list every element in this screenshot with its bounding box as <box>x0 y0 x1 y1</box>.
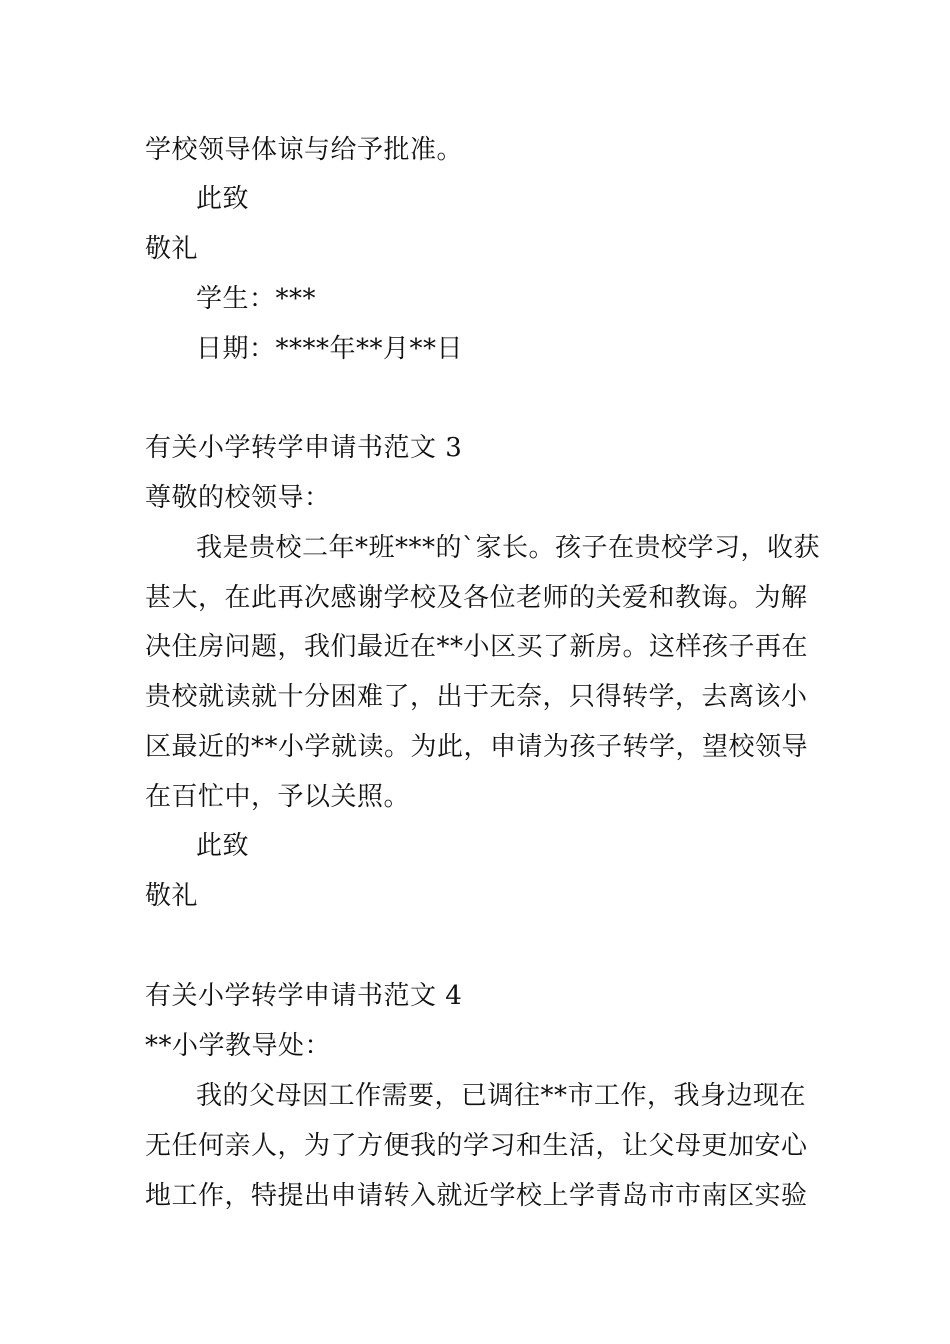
salutation: **小学教导处： <box>145 1031 332 1061</box>
paragraph-line: 甚大，在此再次感谢学校及各位老师的关爱和教诲。为解 <box>145 583 808 613</box>
closing-line: 此致 <box>196 184 250 214</box>
closing-line: 敬礼 <box>145 881 199 911</box>
section-title: 有关小学转学申请书范文 3 <box>145 433 463 463</box>
paragraph-line: 地工作，特提出申请转入就近学校上学青岛市市南区实验 <box>145 1181 808 1211</box>
closing-line: 此致 <box>196 831 250 861</box>
signature-student: 学生：*** <box>196 284 317 314</box>
paragraph-line: 我的父母因工作需要，已调往**市工作，我身边现在 <box>196 1081 807 1111</box>
paragraph-line: 我是贵校二年*班***的`家长。孩子在贵校学习，收获 <box>196 533 821 563</box>
paragraph-line: 在百忙中，予以关照。 <box>145 782 411 812</box>
paragraph-line: 贵校就读就十分困难了，出于无奈，只得转学，去离该小 <box>145 682 808 712</box>
section-title: 有关小学转学申请书范文 4 <box>145 981 463 1011</box>
paragraph-line: 学校领导体谅与给予批准。 <box>145 135 464 165</box>
closing-line: 敬礼 <box>145 234 199 264</box>
paragraph-line: 无任何亲人，为了方便我的学习和生活，让父母更加安心 <box>145 1131 808 1161</box>
paragraph-line: 区最近的**小学就读。为此，申请为孩子转学，望校领导 <box>145 732 809 762</box>
signature-date: 日期：****年**月**日 <box>196 334 464 364</box>
paragraph-line: 决住房问题，我们最近在**小区买了新房。这样孩子再在 <box>145 632 809 662</box>
salutation: 尊敬的校领导： <box>145 483 331 513</box>
